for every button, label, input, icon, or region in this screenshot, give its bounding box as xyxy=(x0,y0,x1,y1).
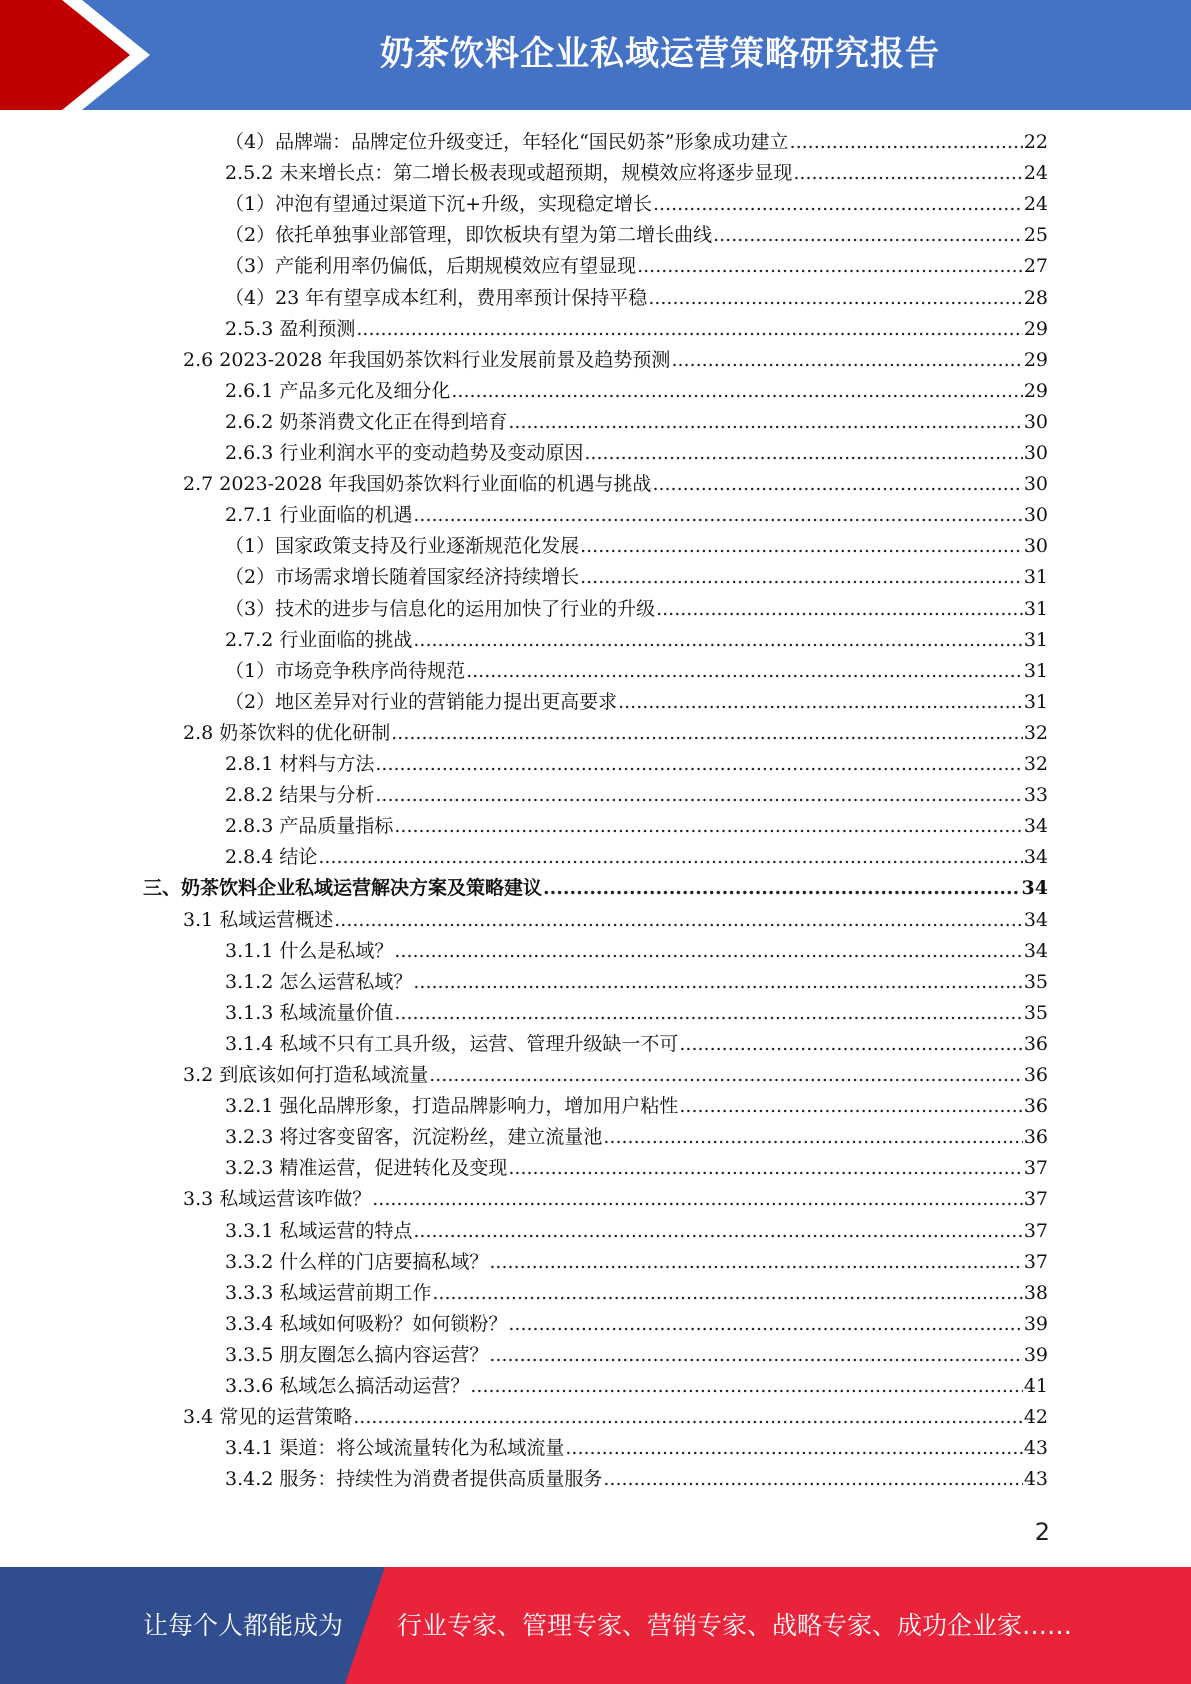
toc-dot-leader xyxy=(375,780,1022,811)
toc-dot-leader xyxy=(394,998,1022,1029)
toc-dot-leader xyxy=(652,469,1022,500)
toc-entry-page: 36 xyxy=(1023,1095,1048,1118)
toc-entry-page: 30 xyxy=(1023,442,1048,464)
toc-entry[interactable] xyxy=(225,594,1048,625)
toc-entry[interactable] xyxy=(225,1247,1048,1278)
toc-entry-title: 2.7 2023-2028 年我国奶茶饮料行业面临的机遇与挑战 xyxy=(183,473,652,496)
toc-entry-page: 39 xyxy=(1023,1312,1048,1335)
page-header xyxy=(0,0,1191,110)
toc-entry-title: 3.3.6 私域怎么搞活动运营？ xyxy=(225,1375,470,1397)
toc-entry-page: 37 xyxy=(1023,1219,1048,1242)
toc-entry[interactable] xyxy=(183,1402,1048,1433)
toc-entry-title: 2.8.3 产品质量指标 xyxy=(225,815,394,838)
toc-entry-title: 3.1.4 私域不只有工具升级，运营、管理升级缺一不可 xyxy=(225,1032,679,1055)
toc-entry-title: 3.1.2 怎么运营私域？ xyxy=(225,970,413,993)
toc-dot-leader xyxy=(413,1216,1022,1247)
toc-entry-page: 34 xyxy=(1023,908,1048,931)
toc-entry-page: 36 xyxy=(1023,1064,1048,1086)
toc-entry-page: 32 xyxy=(1023,721,1048,744)
toc-entry[interactable] xyxy=(225,842,1048,873)
toc-dot-leader xyxy=(413,500,1022,531)
toc-entry[interactable] xyxy=(225,936,1048,967)
toc-entry[interactable] xyxy=(225,1433,1048,1464)
footer-slogan-left: 让每个人都能成为 xyxy=(143,1611,344,1640)
toc-dot-leader xyxy=(394,936,1022,967)
toc-entry-page: 37 xyxy=(1023,1157,1048,1180)
toc-entry-page: 31 xyxy=(1023,690,1048,713)
toc-entry-page: 41 xyxy=(1023,1375,1048,1397)
toc-entry[interactable] xyxy=(225,656,1048,687)
toc-entry-title: 2.8 奶茶饮料的优化研制 xyxy=(183,721,391,744)
toc-dot-leader xyxy=(508,1153,1022,1184)
toc-dot-leader xyxy=(580,562,1023,593)
toc-entry-title: 2.6.1 产品多元化及细分化 xyxy=(225,379,451,402)
toc-entry[interactable] xyxy=(225,531,1048,562)
toc-entry-page: 34 xyxy=(1023,939,1048,962)
toc-entry-page: 29 xyxy=(1023,348,1048,371)
toc-dot-leader xyxy=(451,376,1022,407)
toc-entry-page: 36 xyxy=(1023,1126,1048,1149)
toc-entry-page: 43 xyxy=(1023,1468,1048,1491)
toc-entry-page: 37 xyxy=(1023,1250,1048,1273)
toc-dot-leader xyxy=(648,283,1023,314)
toc-entry[interactable] xyxy=(225,562,1048,593)
toc-entry-title: 2.7.2 行业面临的挑战 xyxy=(225,628,413,651)
toc-dot-leader xyxy=(413,967,1022,998)
toc-entry-title: 2.5.3 盈利预测 xyxy=(225,317,356,340)
toc-entry[interactable] xyxy=(225,127,1048,158)
toc-entry-page: 37 xyxy=(1023,1188,1048,1211)
toc-entry-title: 2.6.2 奶茶消费文化正在得到培育 xyxy=(225,410,508,433)
toc-dot-leader xyxy=(391,718,1023,749)
toc-entry[interactable] xyxy=(225,967,1048,998)
toc-entry[interactable] xyxy=(225,811,1048,842)
toc-dot-leader xyxy=(580,531,1023,562)
toc-dot-leader xyxy=(334,905,1023,936)
toc-entry-page: 38 xyxy=(1023,1281,1048,1304)
toc-entry-page: 30 xyxy=(1023,504,1048,527)
toc-entry-title: 3.4.2 服务：持续性为消费者提供高质量服务 xyxy=(225,1468,603,1491)
toc-entry-title: （2）依托单独事业部管理，即饮板块有望为第二增长曲线 xyxy=(225,224,713,247)
toc-entry-title: 2.5.2 未来增长点：第二增长极表现或超预期，规模效应将逐步显现 xyxy=(225,162,793,185)
toc-entry-title: 3.2 到底该如何打造私域流量 xyxy=(183,1064,429,1086)
toc-dot-leader xyxy=(508,407,1022,438)
toc-dot-leader xyxy=(466,656,1023,687)
toc-entry[interactable] xyxy=(143,873,1048,904)
toc-dot-leader xyxy=(637,251,1023,282)
toc-entry-page: 31 xyxy=(1023,597,1048,620)
toc-entry-title: （3）技术的进步与信息化的运用加快了行业的升级 xyxy=(225,597,656,620)
toc-entry-page: 42 xyxy=(1023,1406,1048,1429)
toc-entry[interactable] xyxy=(225,251,1048,282)
toc-entry-title: 2.6 2023-2028 年我国奶茶饮料行业发展前景及趋势预测 xyxy=(183,348,671,371)
toc-entry[interactable] xyxy=(225,189,1048,220)
toc-entry[interactable] xyxy=(225,407,1048,438)
footer-slogan-right: 行业专家、管理专家、营销专家、战略专家、成功企业家…… xyxy=(397,1611,1073,1640)
toc-dot-leader xyxy=(489,1247,1022,1278)
toc-entry[interactable] xyxy=(225,1278,1048,1309)
toc-entry[interactable] xyxy=(183,905,1048,936)
page-number: 2 xyxy=(1034,1518,1050,1546)
toc-dot-leader xyxy=(584,438,1022,469)
toc-dot-leader xyxy=(489,1340,1022,1371)
toc-entry-title: 3.1.3 私域流量价值 xyxy=(225,1001,394,1024)
toc-entry[interactable] xyxy=(183,718,1048,749)
toc-dot-leader xyxy=(679,1091,1022,1122)
toc-entry-title: （3）产能利用率仍偏低，后期规模效应有望显现 xyxy=(225,255,637,278)
toc-dot-leader xyxy=(394,811,1022,842)
toc-dot-leader xyxy=(470,1371,1022,1402)
toc-entry[interactable] xyxy=(225,1153,1048,1184)
toc-entry[interactable] xyxy=(225,1309,1048,1340)
toc-entry-title: （2）地区差异对行业的营销能力提出更高要求 xyxy=(225,690,618,713)
toc-entry-title: 3.3 私域运营该咋做？ xyxy=(183,1188,372,1211)
toc-entry[interactable] xyxy=(225,1371,1048,1402)
toc-entry-page: 24 xyxy=(1023,193,1048,216)
toc-entry[interactable] xyxy=(225,500,1048,531)
toc-entry-page: 22 xyxy=(1023,131,1048,153)
toc-entry-page: 29 xyxy=(1023,379,1048,402)
toc-entry-title: 3.4 常见的运营策略 xyxy=(183,1406,353,1429)
toc-entry-page: 27 xyxy=(1023,255,1048,278)
toc-entry-title: 3.2.3 将过客变留客，沉淀粉丝，建立流量池 xyxy=(225,1126,603,1149)
toc-entry[interactable] xyxy=(225,1216,1048,1247)
toc-entry[interactable] xyxy=(225,1464,1048,1495)
toc-entry-page: 43 xyxy=(1023,1437,1048,1460)
toc-entry[interactable] xyxy=(225,220,1048,251)
toc-entry-title: （4）23 年有望享成本红利，费用率预计保持平稳 xyxy=(225,286,648,309)
toc-entry-title: 3.4.1 渠道：将公域流量转化为私域流量 xyxy=(225,1437,565,1460)
toc-entry[interactable] xyxy=(225,625,1048,656)
toc-entry-title: 3.1 私域运营概述 xyxy=(183,908,334,931)
toc-entry-title: 2.7.1 行业面临的机遇 xyxy=(225,504,413,527)
toc-entry-title: 3.3.4 私域如何吸粉？如何锁粉？ xyxy=(225,1312,508,1335)
toc-entry-title: 3.2.1 强化品牌形象，打造品牌影响力，增加用户粘性 xyxy=(225,1095,679,1118)
toc-entry-title: 3.3.1 私域运营的特点 xyxy=(225,1219,413,1242)
toc-entry-title: （1）冲泡有望通过渠道下沉+升级，实现稳定增长 xyxy=(225,193,653,216)
toc-dot-leader xyxy=(793,158,1022,189)
toc-entry-page: 36 xyxy=(1023,1032,1048,1055)
toc-entry-page: 28 xyxy=(1023,286,1048,309)
toc-entry-page: 35 xyxy=(1023,1001,1048,1024)
toc-dot-leader xyxy=(508,1309,1022,1340)
toc-entry[interactable] xyxy=(225,749,1048,780)
toc-dot-leader xyxy=(375,749,1022,780)
toc-entry-title: 2.8.4 结论 xyxy=(225,846,318,869)
toc-entry-title: 3.3.5 朋友圈怎么搞内容运营？ xyxy=(225,1343,489,1366)
toc-dot-leader xyxy=(618,687,1023,718)
toc-entry[interactable] xyxy=(225,158,1048,189)
toc-dot-leader xyxy=(565,1433,1022,1464)
toc-entry-title: （4）品牌端：品牌定位升级变迁，年轻化“国民奶茶”形象成功建立 xyxy=(225,131,789,153)
toc-entry-title: 2.6.3 行业利润水平的变动趋势及变动原因 xyxy=(225,442,584,464)
toc-entry-page: 35 xyxy=(1023,970,1048,993)
toc-entry[interactable] xyxy=(225,283,1048,314)
toc-dot-leader xyxy=(603,1464,1022,1495)
toc-dot-leader xyxy=(656,594,1023,625)
toc-entry-page: 33 xyxy=(1023,784,1048,807)
toc-entry-title: （1）市场竞争秩序尚待规范 xyxy=(225,659,466,682)
toc-entry[interactable] xyxy=(225,1122,1048,1153)
toc-dot-leader xyxy=(679,1029,1022,1060)
toc-entry-page: 25 xyxy=(1023,224,1048,247)
toc-dot-leader xyxy=(713,220,1023,251)
toc-dot-leader xyxy=(432,1278,1022,1309)
toc-entry-page: 30 xyxy=(1023,473,1048,496)
toc-entry-page: 30 xyxy=(1023,410,1048,433)
toc-entry-title: 3.3.2 什么样的门店要搞私域？ xyxy=(225,1250,489,1273)
toc-entry[interactable] xyxy=(183,469,1048,500)
toc-entry-page: 34 xyxy=(1023,815,1048,838)
toc-dot-leader xyxy=(671,345,1022,376)
toc-dot-leader xyxy=(318,842,1022,873)
toc-entry-title: 2.8.1 材料与方法 xyxy=(225,753,375,775)
toc-entry-page: 29 xyxy=(1023,317,1048,340)
toc-entry[interactable] xyxy=(183,1060,1048,1091)
toc-dot-leader xyxy=(372,1184,1023,1215)
toc-entry[interactable] xyxy=(225,998,1048,1029)
toc-dot-leader xyxy=(413,625,1022,656)
toc-dot-leader xyxy=(356,314,1022,345)
toc-entry[interactable] xyxy=(225,1029,1048,1060)
toc-entry-title: （1）国家政策支持及行业逐渐规范化发展 xyxy=(225,535,580,558)
toc-dot-leader xyxy=(653,189,1023,220)
toc-entry[interactable] xyxy=(225,780,1048,811)
toc-entry[interactable] xyxy=(225,1340,1048,1371)
toc-entry[interactable] xyxy=(225,438,1048,469)
page-footer xyxy=(0,1567,1191,1684)
toc-entry-page: 31 xyxy=(1023,659,1048,682)
toc-entry[interactable] xyxy=(183,1184,1048,1215)
toc-dot-leader xyxy=(603,1122,1022,1153)
toc-entry-page: 34 xyxy=(1023,846,1048,869)
toc-entry-title: 3.1.1 什么是私域？ xyxy=(225,939,394,962)
toc-entry[interactable] xyxy=(225,1091,1048,1122)
toc-entry-title: （2）市场需求增长随着国家经济持续增长 xyxy=(225,566,580,589)
toc-entry-title: 3.3.3 私域运营前期工作 xyxy=(225,1281,432,1304)
toc-entry[interactable] xyxy=(225,314,1048,345)
toc-entry[interactable] xyxy=(225,376,1048,407)
toc-entry-title: 3.2.3 精准运营，促进转化及变现 xyxy=(225,1157,508,1180)
toc-entry-title: 2.8.2 结果与分析 xyxy=(225,784,375,807)
toc-entry-page: 24 xyxy=(1023,162,1048,185)
toc-entry-page: 31 xyxy=(1023,628,1048,651)
toc-entry-page: 32 xyxy=(1023,753,1048,775)
toc-entry-page: 30 xyxy=(1023,535,1048,558)
toc-dot-leader xyxy=(353,1402,1023,1433)
toc-entry-page: 39 xyxy=(1023,1343,1048,1366)
toc-dot-leader xyxy=(790,127,1023,158)
toc-entry-page: 31 xyxy=(1023,566,1048,589)
toc-entry[interactable] xyxy=(183,345,1048,376)
toc-entry-title: 三、奶茶饮料企业私域运营解决方案及策略建议 xyxy=(143,877,543,900)
toc-dot-leader xyxy=(543,873,1021,904)
toc-entry[interactable] xyxy=(225,687,1048,718)
report-title: 奶茶饮料企业私域运营策略研究报告 xyxy=(380,34,940,74)
toc-dot-leader xyxy=(429,1060,1023,1091)
toc-entry-page: 34 xyxy=(1021,877,1048,900)
